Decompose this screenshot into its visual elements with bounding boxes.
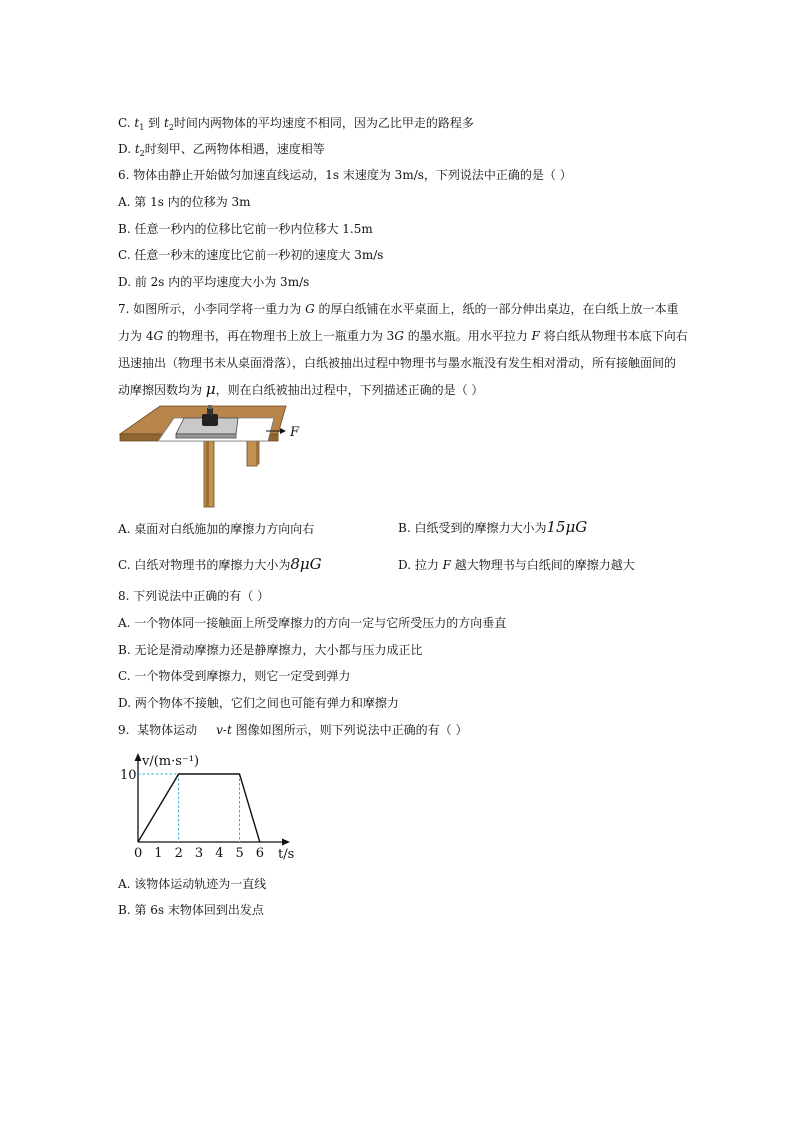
q7-stem-l4a: 动摩擦因数均为: [118, 383, 206, 397]
q9-option-b: B. 第 6s 末物体回到出发点: [118, 903, 264, 917]
q9-stem: [118, 722, 467, 738]
q7-option-b-math: 15μG: [546, 518, 588, 536]
q7-stem-l2c: 的墨水瓶。用水平拉力: [403, 329, 532, 343]
q7-stem-l2d: 将白纸从物理书本底下向右: [539, 329, 688, 343]
q9-stem-b: 图像如图所示，则下列说法中正确的有（ ）: [231, 723, 468, 737]
q7-var-f: F: [531, 329, 540, 343]
q5-option-d-t-sub: 2: [139, 149, 145, 158]
q7-stem-line-1: [118, 301, 679, 317]
y-axis-arrow: [135, 753, 142, 761]
q7-stem-line-4: [118, 381, 483, 398]
q5-option-c-prefix: C.: [118, 116, 135, 130]
q8-option-b: B. 无论是滑动摩擦力还是静摩擦力，大小都与压力成正比: [118, 643, 423, 657]
q6-option-c: C. 任意一秒末的速度比它前一秒初的速度大 3m/s: [118, 248, 384, 262]
q6-option-b: B. 任意一秒内的位移比它前一秒内位移大 1.5m: [118, 222, 373, 236]
q5-option-c-text: 时间内两物体的平均速度不相同，因为乙比甲走的路程多: [173, 116, 474, 130]
q5-option-c-t2: t: [163, 116, 169, 130]
q7-option-d-prefix: D. 拉力: [398, 558, 443, 572]
q5-option-d-t: t: [134, 142, 140, 156]
x-tick-label-5: 5: [235, 846, 244, 861]
q7-figure-force-label: F: [290, 425, 300, 440]
x-tick-label-1: 1: [154, 846, 163, 861]
x-axis-arrow: [282, 839, 290, 846]
q9-vt: v-t: [216, 723, 232, 737]
x-tick-label-2: 2: [174, 846, 183, 861]
q5-option-c-t2-sub: 2: [168, 123, 174, 132]
q7-option-d-f: F: [442, 558, 451, 572]
y-axis-label: v/(m·s⁻¹): [142, 754, 200, 769]
q7-option-b-text: B. 白纸受到的摩擦力大小为: [398, 521, 547, 535]
q7-option-c-math: 8μG: [290, 555, 322, 573]
q7-stem-l4b: ，则在白纸被抽出过程中，下列描述正确的是（ ）: [215, 383, 484, 397]
q9-stem-a: 9. 某物体运动: [118, 723, 217, 737]
q5-option-c-mid: 到: [144, 116, 164, 130]
q8-option-c: C. 一个物体受到摩擦力，则它一定受到弹力: [118, 669, 351, 683]
q5-option-d-text: 时刻甲、乙两物体相遇，速度相等: [144, 142, 325, 156]
x-tick-label-4: 4: [215, 846, 224, 861]
q8-option-d: D. 两个物体不接触，它们之间也可能有弹力和摩擦力: [118, 696, 399, 710]
q5-option-d: [118, 141, 325, 162]
q7-stem-l2a: 力为 4: [118, 329, 154, 343]
q7-option-d: [398, 557, 635, 573]
q7-option-d-text: 越大物理书与白纸间的摩擦力越大: [450, 558, 635, 572]
q5-option-c-t1: t: [134, 116, 140, 130]
q7-option-a: A. 桌面对白纸施加的摩擦力方向向右: [118, 522, 315, 536]
q7-stem-l1b: 的厚白纸铺在水平桌面上，纸的一部分伸出桌边，在白纸上放一本重: [314, 302, 679, 316]
q7-var-g-2: G: [153, 329, 164, 343]
q7-var-g-3: G: [394, 329, 404, 343]
q7-option-c-text: C. 白纸对物理书的摩擦力大小为: [118, 558, 291, 572]
q7-stem-l2b: 的物理书，再在物理书上放上一瓶重力为 3: [163, 329, 395, 343]
x-tick-label-6: 6: [255, 846, 265, 861]
q7-table-figure: [118, 404, 318, 508]
q7-option-b: [398, 519, 587, 536]
q7-stem-l1a: 7. 如图所示，小李同学将一重力为: [118, 302, 306, 316]
q8-stem: 8. 下列说法中正确的有（ ）: [118, 589, 270, 603]
x-tick-label-0: 0: [134, 846, 143, 861]
x-tick-label-3: 3: [194, 846, 204, 861]
q6-stem: 6. 物体由静止开始做匀加速直线运动，1s 末速度为 3m/s，下列说法中正确的是（ ）: [118, 168, 572, 182]
q7-stem-line-3: 迅速抽出（物理书未从桌面滑落），白纸被抽出过程中物理书与墨水瓶没有发生相对滑动，所有接触面间的: [118, 356, 677, 370]
q6-option-d: D. 前 2s 内的平均速度大小为 3m/s: [118, 275, 310, 289]
q9-option-a: A. 该物体运动轨迹为一直线: [118, 877, 267, 891]
q5-option-c-t1-sub: 1: [139, 123, 145, 132]
series-line-0: [138, 774, 260, 842]
q7-var-g: G: [305, 302, 315, 316]
q5-option-d-prefix: D.: [118, 142, 135, 156]
y-tick-label-10: 10: [120, 768, 137, 783]
q8-option-a: A. 一个物体同一接触面上所受摩擦力的方向一定与它所受压力的方向垂直: [118, 616, 507, 630]
q5-option-c: [118, 115, 474, 136]
q6-option-a: A. 第 1s 内的位移为 3m: [118, 195, 251, 209]
q7-var-mu: μ: [205, 380, 216, 398]
q7-option-c: [118, 556, 322, 573]
x-axis-label: t/s: [278, 847, 295, 862]
q9-vt-chart: [118, 748, 308, 864]
q7-stem-line-2: [118, 328, 688, 344]
